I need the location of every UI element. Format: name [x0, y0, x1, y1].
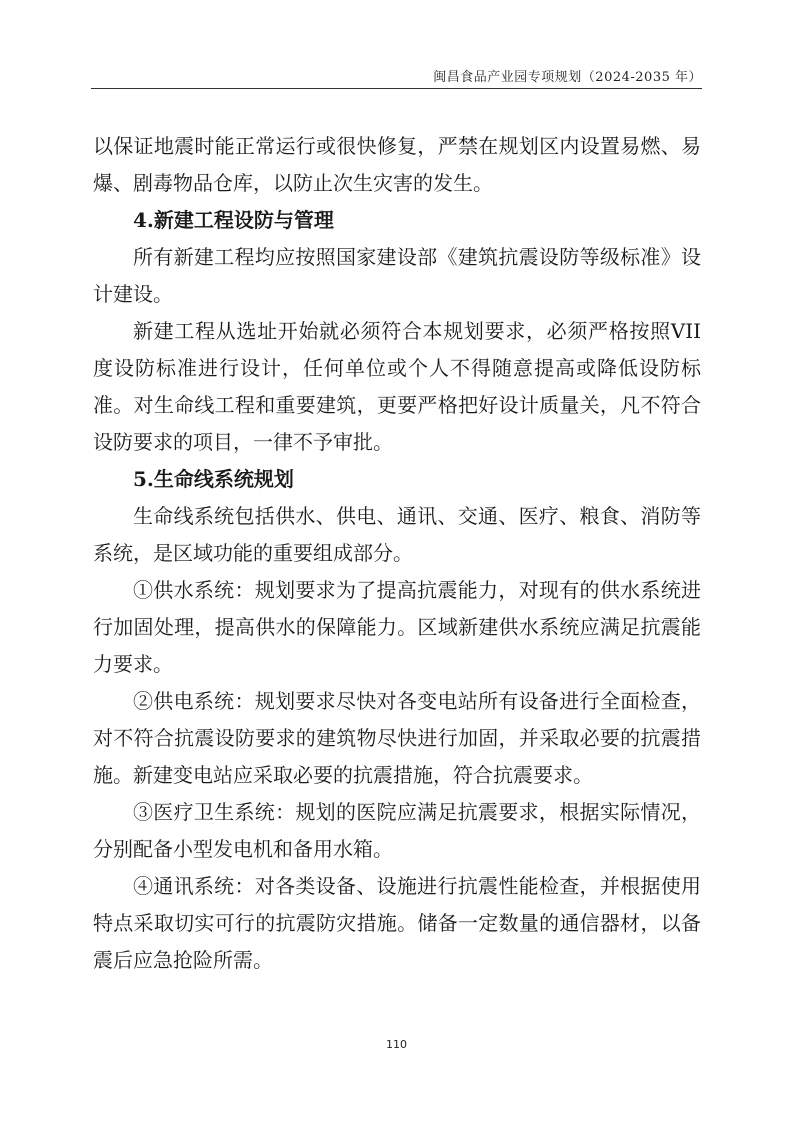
page-body: [93, 128, 701, 979]
paragraph-continuation: 以保证地震时能正常运行或很快修复，严禁在规划区内设置易燃、易爆、剧毒物品仓库，以防止次生灾害的发生。: [93, 134, 701, 195]
header-rule: [91, 88, 702, 89]
section-heading-lifeline-systems: 5.生命线系统规划: [133, 467, 294, 491]
paragraph-lifeline-intro: 生命线系统包括供水、供电、通讯、交通、医疗、粮食、消防等系统，是区域功能的重要组成部分。: [93, 504, 701, 565]
paragraph-medical: ③医疗卫生系统：规划的医院应满足抗震要求，根据实际情况，分别配备小型发电机和备用水箱。: [93, 800, 701, 861]
page-number: 110: [386, 1038, 407, 1051]
paragraph-power-supply: ②供电系统：规划要求尽快对各变电站所有设备进行全面检查，对不符合抗震设防要求的建筑物尽快进行加固，并采取必要的抗震措施。新建变电站应采取必要的抗震措施，符合抗震要求。: [93, 689, 701, 787]
running-header: 闽昌食品产业园专项规划（2024-2035 年）: [433, 70, 702, 85]
paragraph-communication: ④通讯系统：对各类设备、设施进行抗震性能检查，并根据使用特点采取切实可行的抗震防灾措施。储备一定数量的通信器材，以备震后应急抢险所需。: [93, 874, 701, 972]
paragraph-standard: 所有新建工程均应按照国家建设部《建筑抗震设防等级标准》设计建设。: [93, 245, 701, 306]
section-heading-new-construction: 4.新建工程设防与管理: [133, 208, 334, 232]
paragraph-site-selection: 新建工程从选址开始就必须符合本规划要求，必须严格按照VII度设防标准进行设计，任何单位或个人不得随意提高或降低设防标准。对生命线工程和重要建筑，更要严格把好设计质量关，凡不符合设防要求的项目，一律不予审批。: [93, 319, 701, 454]
paragraph-water-supply: ①供水系统：规划要求为了提高抗震能力，对现有的供水系统进行加固处理，提高供水的保障能力。区域新建供水系统应满足抗震能力要求。: [93, 578, 701, 676]
